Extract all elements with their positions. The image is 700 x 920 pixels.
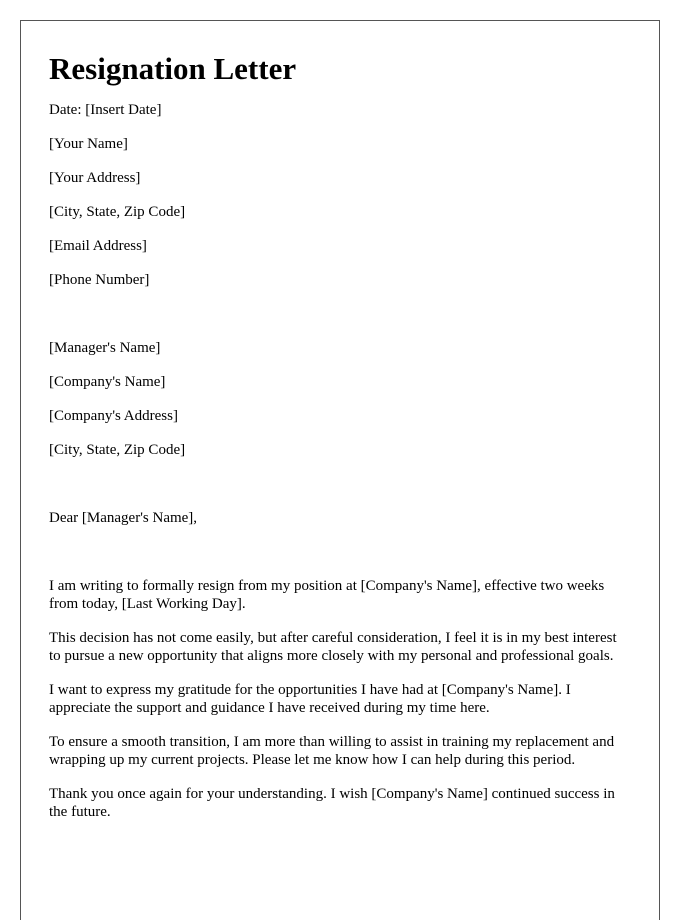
recipient-manager: [Manager's Name]	[49, 340, 161, 356]
recipient-company: [Company's Name]	[49, 374, 166, 390]
letter-date: Date: [Insert Date]	[49, 102, 162, 118]
salutation: Dear [Manager's Name],	[49, 510, 198, 526]
sender-email: [Email Address]	[49, 238, 147, 254]
body-paragraph: This decision has not come easily, but after careful consideration, I feel it is in my best interest to pursue a new opportunity that aligns more closely with my personal and professional goals.	[49, 630, 617, 664]
body-paragraph: I want to express my gratitude for the opportunities I have had at [Company's Name]. I appreciate the support and guidance I have received during my time here.	[49, 682, 571, 716]
sender-name: [Your Name]	[49, 136, 128, 152]
recipient-city: [City, State, Zip Code]	[49, 442, 186, 458]
body-paragraph: Thank you once again for your understanding. I wish [Company's Name] continued success in the future.	[49, 786, 615, 820]
spacer	[49, 305, 631, 339]
body-paragraph: I am writing to formally resign from my position at [Company's Name], effective two weeks from today, [Last Working Day].	[49, 578, 605, 612]
spacer	[49, 543, 631, 577]
recipient-address: [Company's Address]	[49, 408, 178, 424]
sender-phone: [Phone Number]	[49, 272, 150, 288]
sender-city: [City, State, Zip Code]	[49, 204, 186, 220]
sender-address: [Your Address]	[49, 170, 141, 186]
letter-title: Resignation Letter	[49, 51, 297, 86]
spacer	[49, 475, 631, 509]
letter-page	[20, 20, 660, 920]
body-paragraph: To ensure a smooth transition, I am more than willing to assist in training my replacement and wrapping up my current projects. Please let me know how I can help during this period.	[49, 734, 615, 768]
